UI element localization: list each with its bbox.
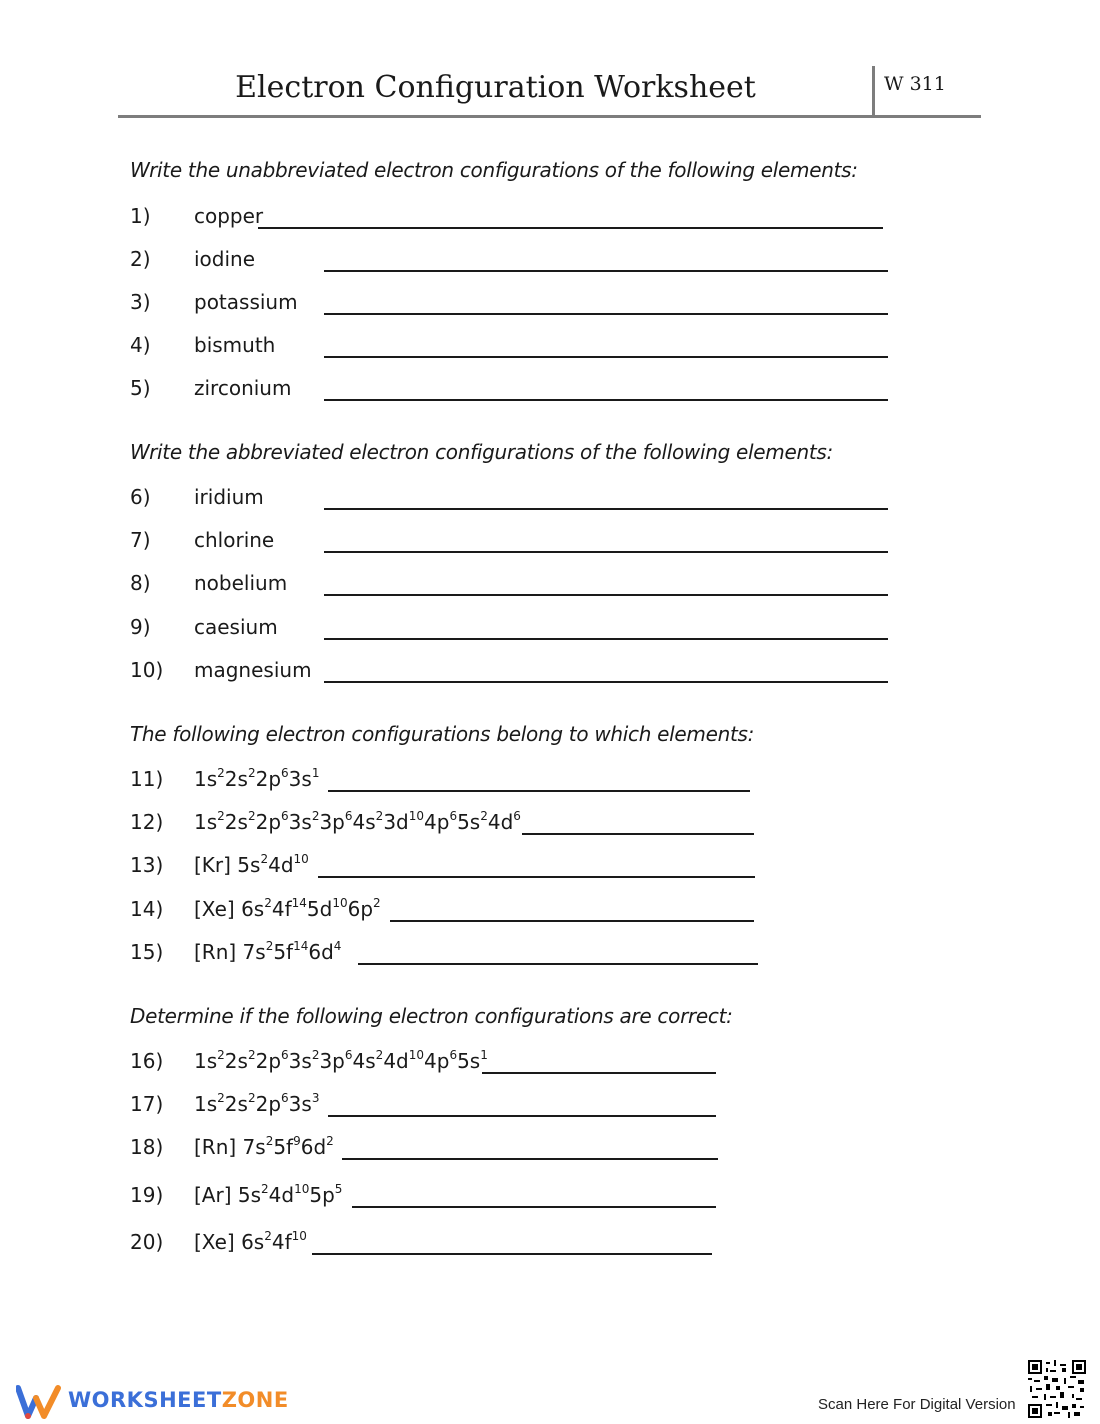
question-label: [Xe] $6s^24f^{10}$ [194, 1229, 307, 1254]
section-heading-unabbreviated: Write the unabbreviated electron configurations of the following elements: [130, 158, 858, 182]
question-number: 16) [130, 1049, 164, 1073]
question-label: $1s^22s^22p^63s^3$ [194, 1091, 320, 1116]
question-label: zirconium [194, 376, 292, 400]
question-number: 7) [130, 528, 151, 552]
question-label: $1s^22s^22p^63s^23p^64s^23d^{10}4p^65s^24d^6$ [194, 809, 521, 834]
question-number: 20) [130, 1230, 164, 1254]
answer-blank[interactable] [324, 551, 888, 553]
answer-blank[interactable] [258, 227, 883, 229]
answer-blank[interactable] [324, 399, 888, 401]
answer-blank[interactable] [358, 963, 758, 965]
question-label: [Xe] $6s^24f^{14}5d^{10}6p^2$ [194, 896, 381, 921]
answer-blank[interactable] [324, 681, 888, 683]
question-number: 1) [130, 204, 151, 228]
question-label: iridium [194, 485, 264, 509]
answer-blank[interactable] [328, 1115, 716, 1117]
question-number: 19) [130, 1183, 164, 1207]
worksheet-code: W 311 [884, 73, 946, 95]
question-number: 2) [130, 247, 151, 271]
question-label: bismuth [194, 333, 276, 357]
qr-code-icon[interactable] [1028, 1360, 1086, 1418]
question-number: 15) [130, 940, 164, 964]
question-label: chlorine [194, 528, 275, 552]
scan-text: Scan Here For Digital Version [818, 1396, 1016, 1413]
answer-blank[interactable] [522, 833, 754, 835]
question-number: 17) [130, 1092, 164, 1116]
answer-blank[interactable] [324, 638, 888, 640]
header-divider [872, 66, 875, 117]
question-label: caesium [194, 615, 278, 639]
question-number: 13) [130, 853, 164, 877]
question-number: 14) [130, 897, 164, 921]
question-number: 9) [130, 615, 151, 639]
worksheetzone-logo-icon [16, 1384, 62, 1420]
question-label: iodine [194, 247, 256, 271]
question-number: 8) [130, 571, 151, 595]
question-number: 5) [130, 376, 151, 400]
answer-blank[interactable] [328, 790, 750, 792]
answer-blank[interactable] [324, 313, 888, 315]
answer-blank[interactable] [324, 270, 888, 272]
answer-blank[interactable] [324, 356, 888, 358]
question-number: 18) [130, 1135, 164, 1159]
brand-part-1: WORKSHEET [68, 1388, 222, 1412]
question-number: 6) [130, 485, 151, 509]
answer-blank[interactable] [318, 876, 755, 878]
answer-blank[interactable] [324, 508, 888, 510]
question-number: 10) [130, 658, 164, 682]
question-number: 12) [130, 810, 164, 834]
section-heading-determine: Determine if the following electron configurations are correct: [130, 1004, 733, 1028]
question-label: magnesium [194, 658, 312, 682]
answer-blank[interactable] [312, 1253, 712, 1255]
question-label: $1s^22s^22p^63s^23p^64s^24d^{10}4p^65s^1$ [194, 1048, 488, 1073]
question-number: 3) [130, 290, 151, 314]
question-label: potassium [194, 290, 298, 314]
question-label: $1s^22s^22p^63s^1$ [194, 766, 320, 791]
question-label: nobelium [194, 571, 288, 595]
question-label: [Ar] $5s^24d^{10}5p^5$ [194, 1182, 343, 1207]
section-heading-identify: The following electron configurations belong to which elements: [130, 722, 755, 746]
question-label: [Rn] $7s^25f^{14}6d^4$ [194, 939, 342, 964]
answer-blank[interactable] [352, 1206, 716, 1208]
question-label: [Rn] $7s^25f^96d^2$ [194, 1134, 334, 1159]
brand-part-2: ZONE [221, 1388, 289, 1412]
question-number: 4) [130, 333, 151, 357]
question-label: copper [194, 204, 264, 228]
header-rule [118, 115, 981, 118]
question-number: 11) [130, 767, 164, 791]
brand-name [68, 1388, 289, 1412]
page-title: Electron Configuration Worksheet [235, 70, 756, 105]
answer-blank[interactable] [390, 920, 754, 922]
answer-blank[interactable] [342, 1158, 718, 1160]
section-heading-abbreviated: Write the abbreviated electron configurations of the following elements: [130, 440, 833, 464]
answer-blank[interactable] [324, 594, 888, 596]
answer-blank[interactable] [482, 1072, 716, 1074]
question-label: [Kr] $5s^24d^{10}$ [194, 852, 309, 877]
